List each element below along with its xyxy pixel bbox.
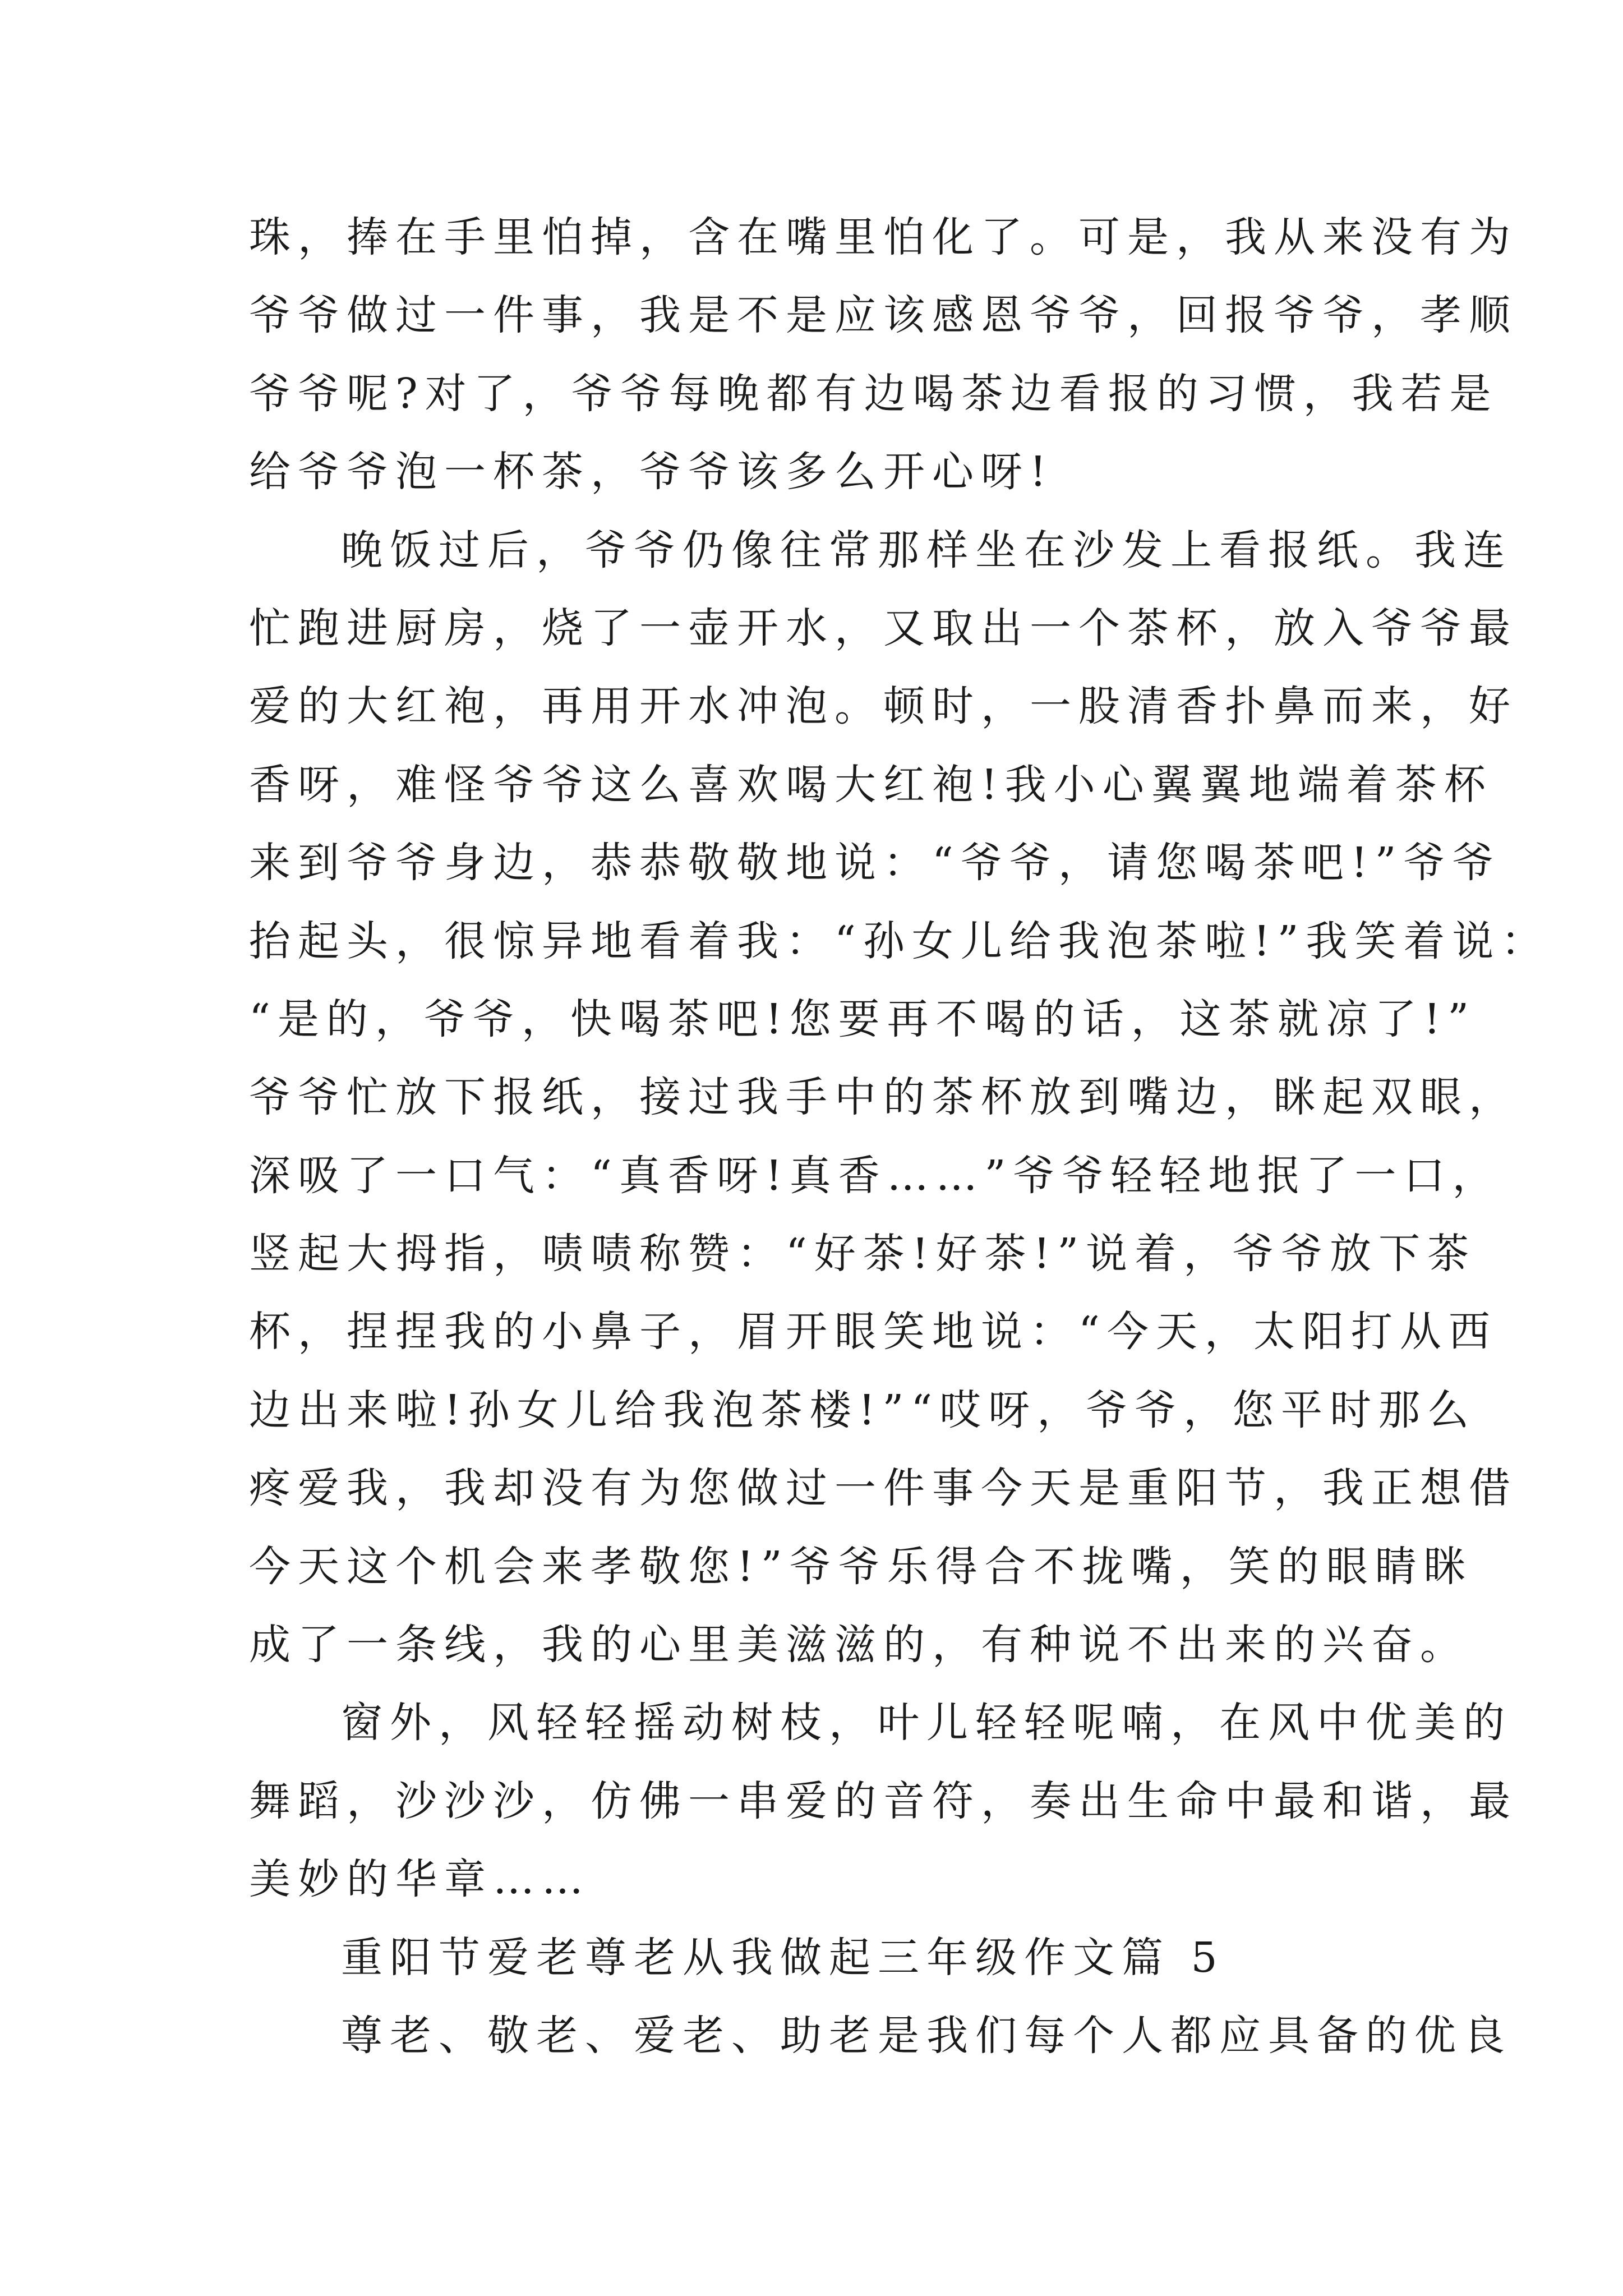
text-line: 竖起大拇指，啧啧称赞：“好茶!好茶!”说着，爷爷放下茶 bbox=[249, 1230, 1477, 1278]
paragraph-start-line: 尊老、敬老、爱老、助老是我们每个人都应具备的优良 bbox=[341, 2011, 1512, 2060]
text-line: 深吸了一口气：“真香呀!真香……”爷爷轻轻地抿了一口， bbox=[249, 1151, 1501, 1200]
text-line: 爷爷忙放下报纸，接过我手中的茶杯放到嘴边，眯起双眼， bbox=[249, 1073, 1518, 1122]
text-line: 抬起头，很惊异地看着我：“孙女儿给我泡茶啦!”我笑着说： bbox=[249, 917, 1550, 965]
text-line: 今天这个机会来孝敬您!”爷爷乐得合不拢嘴，笑的眼睛眯 bbox=[249, 1542, 1473, 1591]
text-line: 忙跑进厨房，烧了一壶开水，又取出一个茶杯，放入爷爷最 bbox=[249, 604, 1518, 652]
text-line: 美妙的华章…… bbox=[249, 1855, 591, 1904]
text-line: 杯，捏捏我的小鼻子，眉开眼笑地说：“今天，太阳打从西 bbox=[249, 1308, 1497, 1356]
text-line: 边出来啦!孙女儿给我泡茶楼!”“哎呀，爷爷，您平时那么 bbox=[249, 1386, 1477, 1434]
document-body bbox=[249, 199, 1550, 2075]
text-line: 爱的大红袍，再用开水冲泡。顿时，一股清香扑鼻而来，好 bbox=[249, 682, 1518, 731]
section-heading: 重阳节爱老尊老从我做起三年级作文篇 5 bbox=[341, 1933, 1225, 1982]
text-line: 爷爷呢?对了，爷爷每晚都有边喝茶边看报的习惯，我若是 bbox=[249, 369, 1498, 418]
text-line: 来到爷爷身边，恭恭敬敬地说：“爷爷，请您喝茶吧!”爷爷 bbox=[249, 839, 1501, 887]
paragraph-start-line: 晚饭过后，爷爷仍像往常那样坐在沙发上看报纸。我连 bbox=[341, 526, 1512, 574]
text-line: 给爷爷泡一杯茶，爷爷该多么开心呀! bbox=[249, 448, 1054, 496]
text-line: “是的，爷爷，快喝茶吧!您要再不喝的话，这茶就凉了!” bbox=[249, 995, 1477, 1043]
text-line: 爷爷做过一件事，我是不是应该感恩爷爷，回报爷爷，孝顺 bbox=[249, 291, 1518, 340]
text-line: 珠，捧在手里怕掉，含在嘴里怕化了。可是，我从来没有为 bbox=[249, 213, 1518, 261]
text-line: 疼爱我，我却没有为您做过一件事今天是重阳节，我正想借 bbox=[249, 1464, 1518, 1513]
text-line: 成了一条线，我的心里美滋滋的，有种说不出来的兴奋。 bbox=[249, 1621, 1469, 1669]
text-line: 香呀，难怪爷爷这么喜欢喝大红袍!我小心翼翼地端着茶杯 bbox=[249, 760, 1493, 809]
paragraph-start-line: 窗外，风轻轻摇动树枝，叶儿轻轻呢喃，在风中优美的 bbox=[341, 1699, 1512, 1747]
text-line: 舞蹈，沙沙沙，仿佛一串爱的音符，奏出生命中最和谐，最 bbox=[249, 1777, 1518, 1825]
